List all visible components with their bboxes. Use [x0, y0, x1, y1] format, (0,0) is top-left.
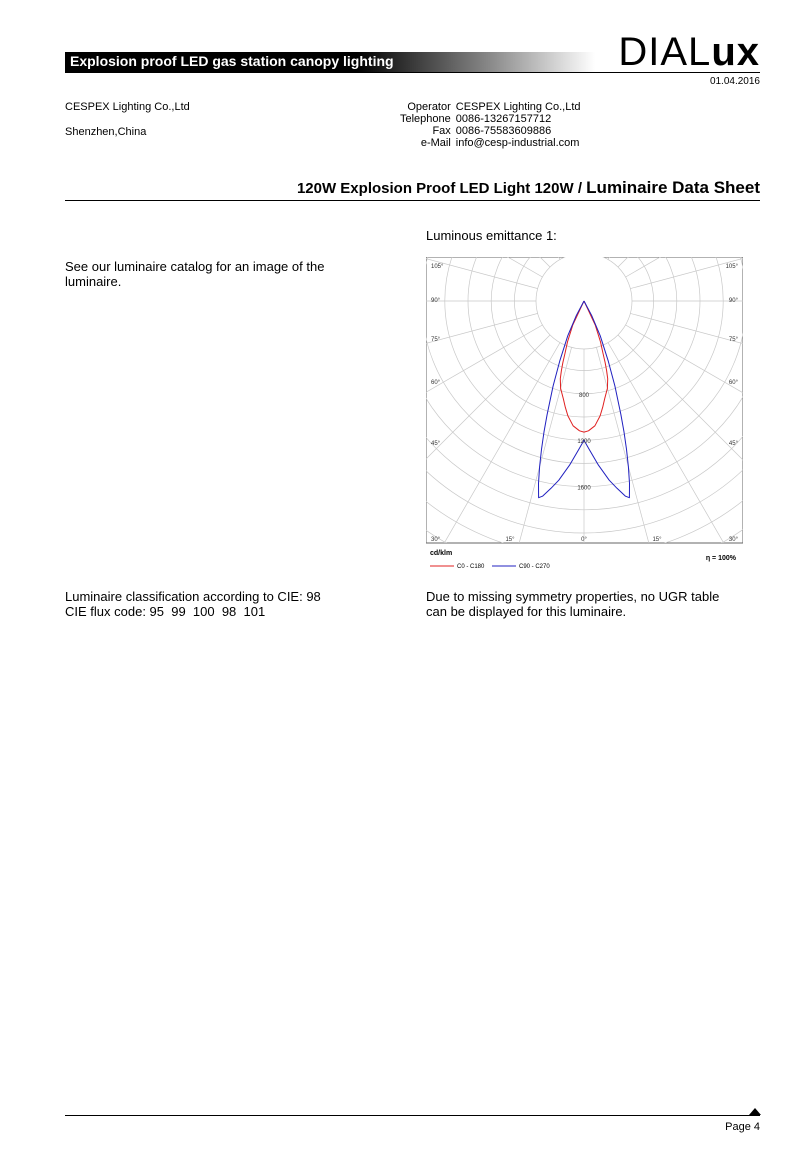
chart-efficiency-label: η = 100% — [705, 555, 736, 562]
legend-label-c0-c180: C0 - C180 — [457, 564, 485, 570]
angle-label-left: 105° — [431, 264, 444, 270]
contact-label: Operator — [407, 101, 451, 113]
page-number: Page 4 — [725, 1121, 760, 1133]
radial-tick-label: 800 — [578, 392, 590, 399]
logo-thin: DIAL — [618, 30, 712, 74]
footer-rule — [65, 1115, 760, 1116]
catalog-note-line: See our luminaire catalog for an image of the — [65, 259, 325, 274]
radial-tick-label: 1200 — [577, 439, 591, 446]
legend-label-c90-c270: C90 - C270 — [519, 564, 550, 570]
angle-label-right: 75° — [728, 337, 738, 343]
angle-label-left: 45° — [431, 441, 441, 447]
page-arrow-icon — [749, 1108, 761, 1115]
angle-label-left: 90° — [431, 298, 441, 304]
angle-label-left: 60° — [431, 380, 441, 386]
radial-tick-label: 1600 — [577, 485, 591, 492]
header-title-bar — [65, 52, 595, 72]
contact-row — [400, 125, 581, 137]
contact-label: Telephone — [400, 113, 451, 125]
dialux-logo — [618, 30, 760, 74]
contact-value: info@cesp-industrial.com — [455, 137, 580, 149]
contact-row — [400, 137, 581, 149]
header-title: Explosion proof LED gas station canopy lighting — [70, 53, 394, 69]
company-name: CESPEX Lighting Co.,Ltd — [65, 101, 190, 113]
angle-label-bottom: 0° — [581, 537, 587, 543]
emittance-label: Luminous emittance 1: — [426, 228, 557, 243]
contact-value: CESPEX Lighting Co.,Ltd — [455, 101, 581, 113]
catalog-note-line: luminaire. — [65, 274, 122, 289]
contact-value: 0086-75583609886 — [455, 125, 552, 137]
angle-label-right: 15° — [652, 537, 662, 543]
angle-label-left: 15° — [505, 537, 515, 543]
angle-label-left: 30° — [431, 537, 441, 543]
contact-table — [400, 101, 581, 149]
document-date: 01.04.2016 — [709, 76, 760, 87]
angle-label-right: 105° — [725, 264, 738, 270]
logo-bold: ux — [711, 30, 760, 74]
angle-label-right: 30° — [728, 537, 738, 543]
title-rule — [65, 200, 760, 201]
classification-block — [65, 589, 321, 619]
ugr-note-line: Due to missing symmetry properties, no UGR table — [426, 589, 720, 604]
ugr-note — [426, 589, 719, 619]
page-title — [65, 178, 760, 198]
ugr-note-line: can be displayed for this luminaire. — [426, 604, 627, 619]
angle-label-right: 45° — [728, 441, 738, 447]
angle-label-left: 75° — [431, 337, 441, 343]
polar-light-distribution-chart — [426, 257, 743, 577]
title-separator: / — [573, 180, 587, 197]
catalog-note — [65, 259, 365, 289]
company-city: Shenzhen,China — [65, 126, 147, 138]
contact-label: e-Mail — [420, 137, 451, 149]
contact-row — [400, 101, 581, 113]
contact-value: 0086-13267157712 — [455, 113, 552, 125]
chart-unit-label: cd/klm — [430, 550, 453, 557]
contact-row — [400, 113, 581, 125]
angle-label-right: 90° — [728, 298, 738, 304]
cie-flux-code: CIE flux code: 95 99 100 98 101 — [65, 604, 266, 619]
sheet-title: Luminaire Data Sheet — [586, 178, 760, 197]
angle-label-right: 60° — [728, 380, 738, 386]
grid-inner-disk — [536, 257, 632, 349]
product-title: 120W Explosion Proof LED Light 120W — [296, 180, 574, 197]
contact-label: Fax — [432, 125, 451, 137]
cie-classification: Luminaire classification according to CIE: 98 — [65, 589, 321, 604]
